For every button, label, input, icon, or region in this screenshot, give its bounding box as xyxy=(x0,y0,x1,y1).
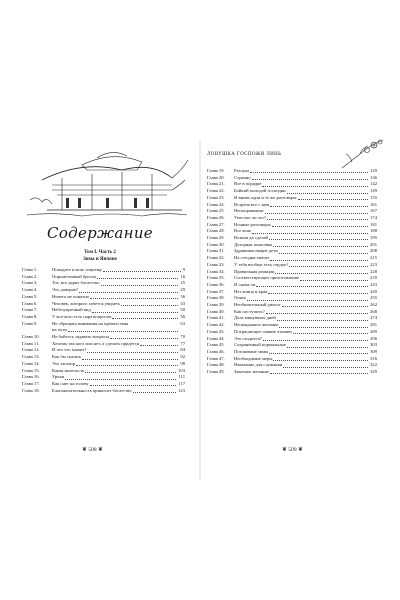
toc-entry xyxy=(207,282,377,289)
toc-entry xyxy=(207,302,377,309)
toc-entry xyxy=(207,322,377,329)
toc-leader-dots xyxy=(283,366,368,368)
toc-leader-dots xyxy=(287,192,368,194)
toc-chapter-title: Правильная реакция xyxy=(234,268,275,274)
toc-chapter-label: Глава 24. xyxy=(207,201,225,207)
toc-page-number: 215 xyxy=(370,255,377,261)
toc-entry xyxy=(207,262,377,269)
toc-chapter-title: Все в порядке xyxy=(234,181,262,187)
toc-chapter-label: Глава 16. xyxy=(22,374,40,380)
toc-chapter-label: Глава 49. xyxy=(207,369,225,375)
toc-chapter-title: Как снег на голову xyxy=(52,380,89,386)
toc-chapter-label: Глава 28. xyxy=(207,228,225,234)
toc-chapter-label: Глава 12. xyxy=(22,347,40,353)
toc-leader-dots xyxy=(250,171,368,173)
toc-leader-dots xyxy=(256,285,368,287)
page-number-left xyxy=(82,446,103,453)
toc-entry xyxy=(207,342,377,349)
page-number-right xyxy=(282,446,303,453)
toc-chapter-label: Глава 14. xyxy=(22,360,40,366)
toc-entry xyxy=(207,175,377,182)
toc-leader-dots xyxy=(270,372,368,374)
toc-leader-dots xyxy=(262,185,368,187)
toc-chapter-title: Бойкий молодой господин xyxy=(234,188,286,194)
toc-chapter-label: Глава 13. xyxy=(22,354,40,360)
ornament-icon: ❦ xyxy=(298,447,304,453)
toc-chapter-title: Благожелательность приносит богатство xyxy=(52,387,132,393)
toc-leader-dots xyxy=(268,292,368,294)
toc-chapter-label: Глава 45. xyxy=(207,342,225,348)
toc-entry xyxy=(22,321,185,334)
toc-chapter-label: Глава 1. xyxy=(22,267,38,272)
toc-page-number: 329 xyxy=(370,369,377,375)
toc-entry xyxy=(22,301,185,308)
toc-leader-dots xyxy=(287,346,368,348)
toc-chapter-title-continued: на пути xyxy=(52,327,67,333)
toc-chapter-title: Тот, кто дарит богатство xyxy=(52,280,100,286)
toc-chapter-label: Глава 26. xyxy=(207,214,225,220)
toc-entry xyxy=(207,181,377,188)
toc-page-number: 235 xyxy=(370,275,377,281)
toc-entry xyxy=(207,248,377,255)
toc-leader-dots xyxy=(87,351,178,353)
toc-entry xyxy=(207,315,377,322)
toc-chapter-title: Человек, которого хочется увидеть xyxy=(52,300,121,306)
toc-leader-dots xyxy=(300,279,368,281)
toc-chapter-title: Встреча все с ним xyxy=(234,201,270,207)
toc-entry xyxy=(22,354,185,361)
toc-chapter-label: Глава 35. xyxy=(207,275,225,281)
toc-chapter-label: Глава 37. xyxy=(207,288,225,294)
toc-leader-dots xyxy=(79,291,178,293)
toc-page-number: 201 xyxy=(370,241,377,247)
toc-entry xyxy=(207,289,377,296)
toc-entry xyxy=(22,334,185,341)
toc-leader-dots xyxy=(82,358,178,360)
toc-entry xyxy=(207,202,377,209)
toc-entry xyxy=(207,369,377,376)
volume-heading: Том I. Часть 2 xyxy=(84,250,116,255)
toc-chapter-title: Это доверие? xyxy=(52,287,79,293)
toc-chapter-title: Нет конца и края xyxy=(234,288,268,294)
toc-page-number: 167 xyxy=(370,208,377,214)
page-number-text: 508 xyxy=(88,447,97,453)
toc-chapter-title: Необходимые меры xyxy=(234,355,273,361)
toc-chapter-label: Глава 40. xyxy=(207,308,225,314)
toc-leader-dots xyxy=(252,178,368,180)
ornament-icon: ❦ xyxy=(82,447,88,453)
toc-page-number: 303 xyxy=(370,342,377,348)
toc-chapter-label: Глава 19. xyxy=(207,168,225,173)
toc-chapter-label: Глава 20. xyxy=(207,174,225,180)
toc-chapter-title: Вознаи да сделай xyxy=(234,235,269,241)
toc-chapter-title: Потрясающее сияние чтению xyxy=(234,328,292,334)
toc-leader-dots xyxy=(265,212,369,214)
toc-entry xyxy=(207,228,377,235)
toc-chapter-label: Глава 10. xyxy=(22,334,40,340)
toc-chapter-label: Глава 21. xyxy=(207,181,225,187)
toc-chapter-title: Как бы сказать xyxy=(52,354,82,360)
toc-chapter-title: И что это значит? xyxy=(52,347,87,353)
toc-chapter-title: Это заговор xyxy=(52,360,76,366)
toc-entry xyxy=(207,362,377,369)
toc-page-number: 92 xyxy=(180,354,185,360)
toc-page-number: 103 xyxy=(178,367,185,373)
toc-chapter-label: Глава 38. xyxy=(207,295,225,301)
toc-chapter-label: Глава 31. xyxy=(207,248,225,254)
toc-leader-dots xyxy=(273,245,368,247)
toc-leader-dots xyxy=(269,238,368,240)
toc-entry xyxy=(207,309,377,316)
toc-leader-dots xyxy=(121,304,178,306)
toc-chapter-label: Глава 11. xyxy=(22,340,40,346)
toc-leader-dots xyxy=(273,359,368,361)
toc-page-number: 274 xyxy=(370,315,377,321)
toc-chapter-title: Наказание для служанки xyxy=(234,362,283,368)
toc-page-number: 161 xyxy=(370,201,377,207)
toc-chapter-label: Глава 22. xyxy=(207,188,225,194)
toc-chapter-label: Глава 25. xyxy=(207,208,225,214)
toc-chapter-title: Не бойтесь задавать вопросы xyxy=(52,334,110,340)
toc-chapter-label: Глава 7. xyxy=(22,307,38,313)
toc-page-number: 50 xyxy=(180,307,185,313)
toc-right xyxy=(207,168,377,376)
toc-leader-dots xyxy=(269,352,368,354)
toc-leader-dots xyxy=(68,330,179,332)
toc-page-number: 322 xyxy=(370,362,377,368)
toc-chapter-title: Дозорная помолвка xyxy=(234,241,273,247)
toc-chapter-label: Глава 29. xyxy=(207,235,225,241)
ornament-icon: ❦ xyxy=(282,447,288,453)
toc-leader-dots xyxy=(65,378,176,380)
toc-chapter-label: Глава 32. xyxy=(207,255,225,261)
toc-chapter-title: Потоковане зимы xyxy=(234,348,269,354)
toc-chapter-title: У тебя вообще есть сердце? xyxy=(234,261,289,267)
toc-leader-dots xyxy=(279,326,368,328)
toc-page-number: 63 xyxy=(180,320,185,326)
toc-leader-dots xyxy=(275,272,368,274)
toc-entry xyxy=(207,336,377,343)
toc-leader-dots xyxy=(266,312,368,314)
toc-chapter-label: Глава 33. xyxy=(207,261,225,267)
toc-chapter-label: Глава 3. xyxy=(22,280,38,286)
toc-page-number: 149 xyxy=(370,188,377,194)
running-head: ЛОВУШКА ГОСПОЖИ ЛИНЬ xyxy=(207,152,282,157)
toc-leader-dots xyxy=(282,305,368,307)
toc-chapter-label: Глава 8. xyxy=(22,313,38,319)
toc-entry xyxy=(207,222,377,229)
toc-leader-dots xyxy=(263,339,368,341)
toc-chapter-label: Глава 23. xyxy=(207,194,225,200)
toc-page-number: 181 xyxy=(370,221,377,227)
toc-leader-dots xyxy=(247,299,368,301)
toc-leader-dots xyxy=(272,225,369,227)
toc-entry xyxy=(207,235,377,242)
toc-chapter-label: Глава 9. xyxy=(22,320,38,326)
toc-chapter-label: Глава 30. xyxy=(207,241,225,247)
toc-chapter-title: Опять xyxy=(234,295,246,301)
toc-leader-dots xyxy=(270,259,368,261)
toc-chapter-title: Попадите в мою ловушку xyxy=(52,267,103,272)
toc-page-number: 188 xyxy=(370,228,377,234)
toc-leader-dots xyxy=(267,218,368,220)
toc-entry xyxy=(22,361,185,368)
toc-chapter-title: Ночные разговоры xyxy=(234,221,271,227)
toc-chapter-label: Глава 46. xyxy=(207,348,225,354)
toc-chapter-title: Ничего не понятно xyxy=(52,293,90,299)
toc-left xyxy=(22,267,185,394)
toc-entry xyxy=(207,349,377,356)
toc-chapter-title: И снова он xyxy=(234,281,256,287)
toc-page-number: 249 xyxy=(370,288,377,294)
toc-page-number: 117 xyxy=(178,380,185,386)
toc-leader-dots xyxy=(277,319,368,321)
toc-leader-dots xyxy=(97,277,178,279)
toc-leader-dots xyxy=(90,384,177,386)
toc-chapter-title: Непоправимые xyxy=(234,208,264,214)
toc-entry xyxy=(22,294,185,301)
toc-entry xyxy=(207,208,377,215)
toc-chapter-title: Хочешь так кого или нет, а сделать придется xyxy=(52,340,140,346)
toc-page-number: 9 xyxy=(182,267,185,272)
toc-page-number: 123 xyxy=(178,387,185,393)
toc-entry xyxy=(22,274,185,281)
toc-chapter-title: И вновь один и те же разговоры xyxy=(234,194,297,200)
toc-page-number: 262 xyxy=(370,302,377,308)
toc-page-number: 136 xyxy=(370,174,377,180)
toc-page-number: 25 xyxy=(180,280,185,286)
toc-page-number: 111 xyxy=(178,374,185,380)
toc-chapter-label: Глава 34. xyxy=(207,268,225,274)
toc-entry xyxy=(22,267,185,274)
page-number-text: 509 xyxy=(288,447,297,453)
toc-page-number: 296 xyxy=(370,335,377,341)
toc-entry xyxy=(22,314,185,321)
flower-branch-icon xyxy=(340,138,385,170)
toc-entry xyxy=(207,195,377,202)
toc-leader-dots xyxy=(270,205,368,207)
toc-entry xyxy=(22,341,185,348)
toc-entry xyxy=(207,242,377,249)
toc-page-number: 70 xyxy=(180,334,185,340)
toc-page-number: 98 xyxy=(180,360,185,366)
toc-chapter-title: Соответствующее приготовление xyxy=(234,275,300,281)
toc-page-number: 174 xyxy=(370,214,377,220)
toc-leader-dots xyxy=(110,337,178,339)
toc-chapter-title: Заветное желание xyxy=(234,369,269,375)
toc-page-number: 289 xyxy=(370,328,377,334)
toc-chapter-title: На сегодня хватит xyxy=(234,255,270,261)
toc-page-number: 84 xyxy=(180,347,185,353)
toc-page-number: 36 xyxy=(180,293,185,299)
toc-chapter-title: Сохранённый нормальные xyxy=(234,342,286,348)
toc-chapter-label: Глава 44. xyxy=(207,335,225,341)
toc-entry xyxy=(207,275,377,282)
toc-entry xyxy=(22,347,185,354)
toc-leader-dots xyxy=(289,265,368,267)
pavilion-illustration xyxy=(22,140,190,220)
toc-leader-dots xyxy=(85,371,176,373)
volume-subheading: Зима и Янчоне xyxy=(83,257,117,262)
toc-chapter-label: Глава 18. xyxy=(22,387,40,393)
toc-page-number: 155 xyxy=(370,194,377,200)
toc-entry xyxy=(207,255,377,262)
toc-page-number: 281 xyxy=(370,322,377,328)
toc-page-number: 208 xyxy=(370,248,377,254)
toc-chapter-title: Неожиданное желание xyxy=(234,322,279,328)
toc-leader-dots xyxy=(279,252,368,254)
toc-page-number: 43 xyxy=(180,300,185,306)
toc-page-number: 142 xyxy=(370,181,377,187)
toc-page-number: 316 xyxy=(370,355,377,361)
toc-chapter-title: Странно xyxy=(234,174,251,180)
toc-chapter-title: Как поступить? xyxy=(234,308,265,314)
toc-page-number: 309 xyxy=(370,348,377,354)
toc-entry xyxy=(207,168,377,175)
toc-chapter-label: Глава 6. xyxy=(22,300,38,306)
toc-chapter-title: Все ясно xyxy=(234,228,252,234)
toc-page-number: 223 xyxy=(370,261,377,267)
toc-entry xyxy=(22,381,185,388)
toc-chapter-label: Глава 43. xyxy=(207,328,225,334)
toc-chapter-label: Глава 47. xyxy=(207,355,225,361)
toc-chapter-title: Уроки xyxy=(52,374,65,380)
toc-chapter-label: Глава 5. xyxy=(22,293,38,299)
toc-chapter-title: Не обращать внимания на препятствия xyxy=(52,320,129,326)
toc-leader-dots xyxy=(298,198,369,200)
toc-chapter-title: Опрометчивый бросок xyxy=(52,273,97,279)
toc-leader-dots xyxy=(293,332,368,334)
toc-leader-dots xyxy=(112,317,178,319)
toc-page-number: 77 xyxy=(180,340,185,346)
toc-chapter-label: Глава 39. xyxy=(207,302,225,308)
contents-title: Содержание xyxy=(47,224,153,242)
toc-page-number: 56 xyxy=(180,313,185,319)
toc-chapter-label: Глава 2. xyxy=(22,273,38,279)
toc-leader-dots xyxy=(140,344,178,346)
toc-page-number: 243 xyxy=(370,281,377,287)
toc-page-number: 228 xyxy=(370,268,377,274)
toc-chapter-title: У кое-кого есть пара вопросов xyxy=(52,313,112,319)
toc-chapter-label: Глава 17. xyxy=(22,380,40,386)
toc-page-number: 255 xyxy=(370,295,377,301)
toc-entry xyxy=(22,374,185,381)
toc-entry xyxy=(207,215,377,222)
toc-chapter-label: Глава 15. xyxy=(22,367,40,373)
toc-chapter-title: Необязательный диалог xyxy=(234,302,281,308)
toc-chapter-title: Уместно ли это? xyxy=(234,214,267,220)
toc-chapter-title: Здравомыслящие дети xyxy=(234,248,278,254)
toc-chapter-title: Это сходится? xyxy=(234,335,262,341)
toc-chapter-label: Глава 4. xyxy=(22,287,38,293)
toc-entry xyxy=(22,388,185,395)
toc-chapter-label: Глава 41. xyxy=(207,315,225,321)
toc-leader-dots xyxy=(92,311,179,313)
toc-entry xyxy=(22,307,185,314)
toc-chapter-title: Небезупречный вид xyxy=(52,307,91,313)
toc-leader-dots xyxy=(76,364,178,366)
toc-chapter-title: Дела минувших дней xyxy=(234,315,276,321)
toc-chapter-label: Глава 36. xyxy=(207,281,225,287)
toc-page-number: 16 xyxy=(180,273,185,279)
toc-leader-dots xyxy=(103,270,181,272)
toc-entry xyxy=(207,356,377,363)
toc-leader-dots xyxy=(252,232,368,234)
toc-leader-dots xyxy=(133,391,177,393)
toc-chapter-label: Глава 48. xyxy=(207,362,225,368)
toc-page-number: 268 xyxy=(370,308,377,314)
toc-chapter-label: Глава 27. xyxy=(207,221,225,227)
toc-page-number: 29 xyxy=(180,287,185,293)
toc-entry xyxy=(22,368,185,375)
toc-page-number: 195 xyxy=(370,235,377,241)
toc-entry xyxy=(207,329,377,336)
ornament-icon: ❦ xyxy=(98,447,104,453)
toc-entry xyxy=(207,269,377,276)
toc-entry xyxy=(207,188,377,195)
toc-entry xyxy=(22,287,185,294)
toc-page-number: 129 xyxy=(370,168,377,173)
toc-leader-dots xyxy=(101,284,179,286)
toc-chapter-title: Какая нелепость xyxy=(52,367,85,373)
toc-leader-dots xyxy=(90,297,178,299)
toc-entry xyxy=(207,295,377,302)
toc-chapter-label: Глава 42. xyxy=(207,322,225,328)
toc-entry xyxy=(22,280,185,287)
toc-chapter-title: Разлука xyxy=(234,168,250,173)
